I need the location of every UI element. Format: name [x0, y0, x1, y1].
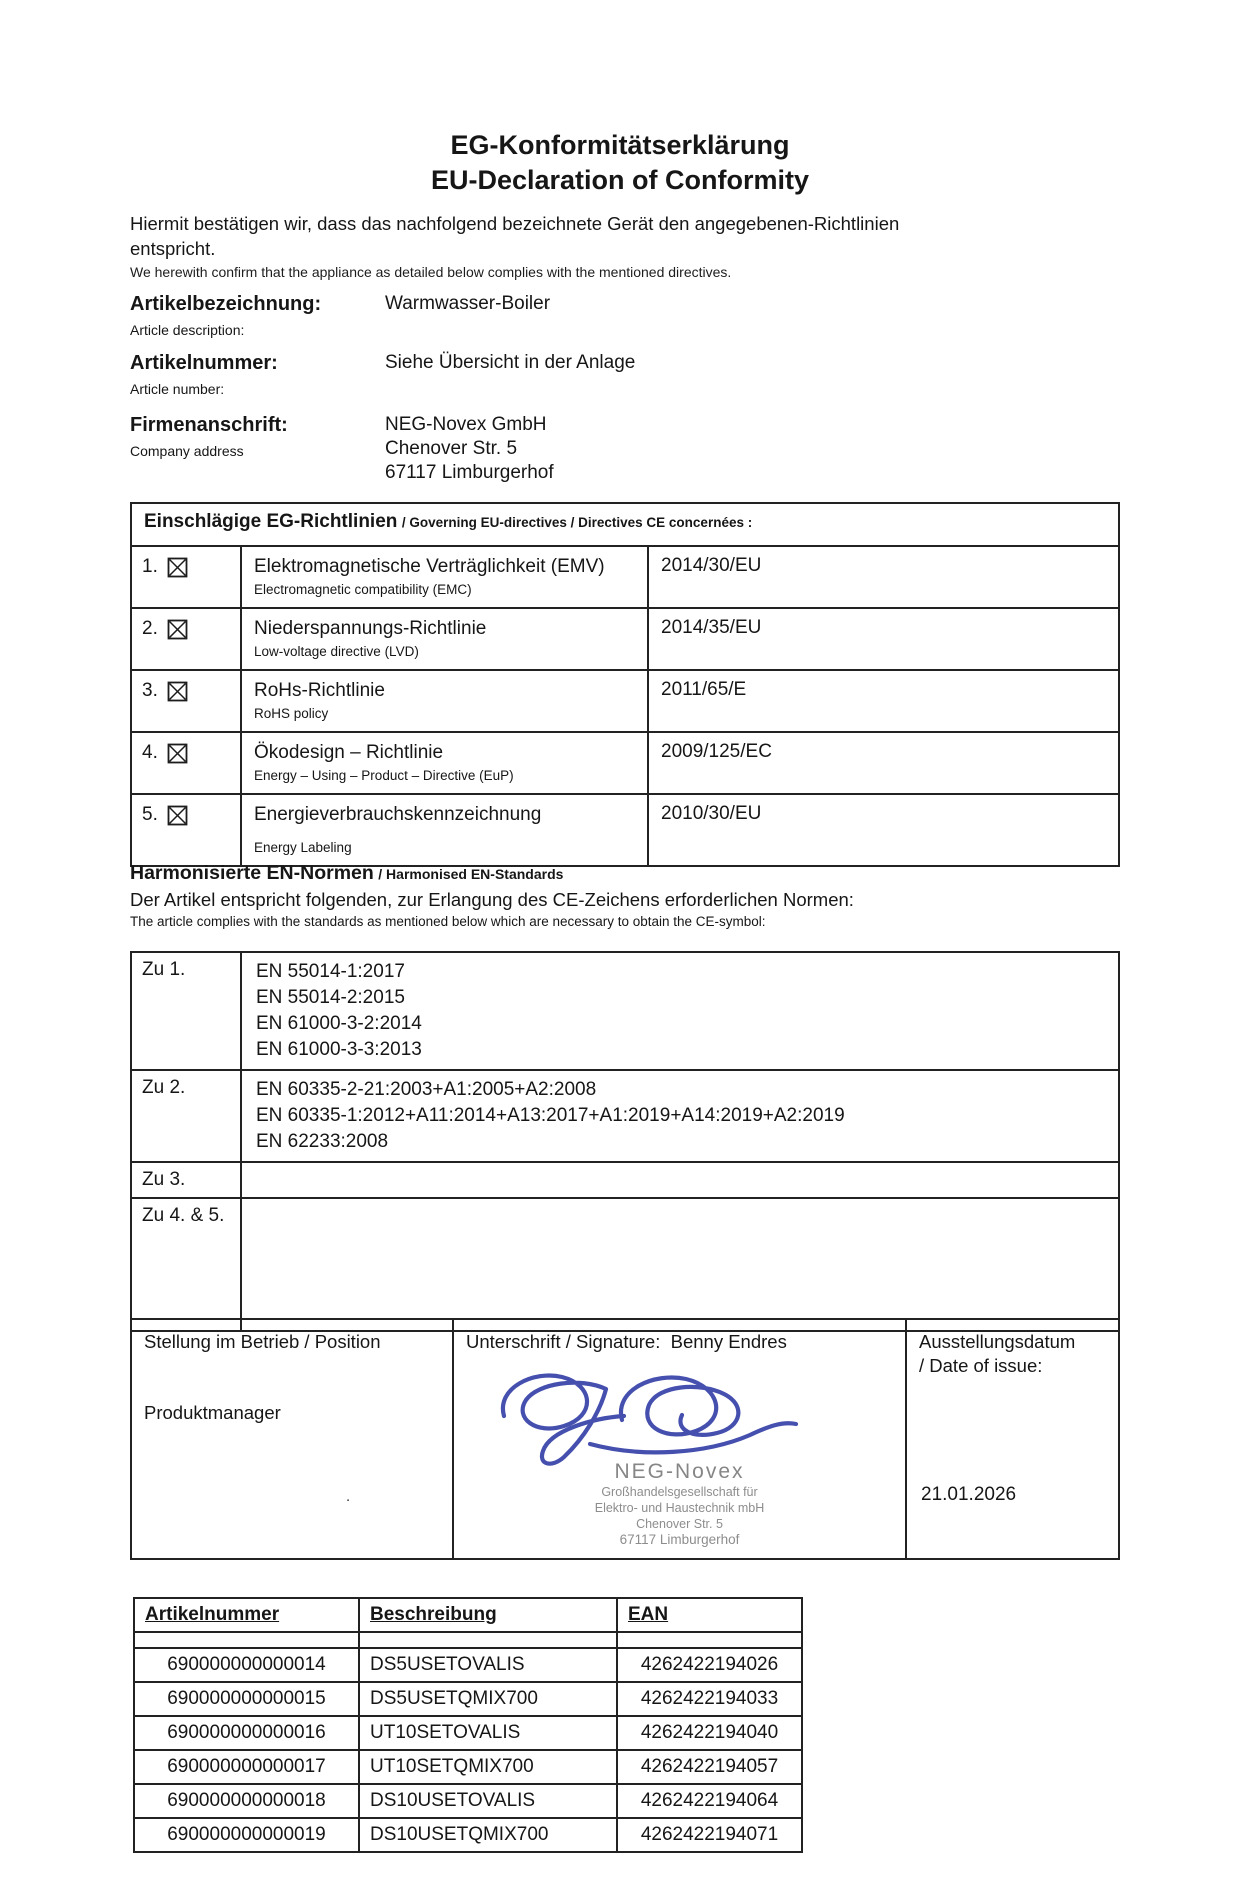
directive-name-en: Low-voltage directive (LVD) [254, 644, 419, 659]
article-number-value: 690000000000019 [135, 1819, 360, 1851]
checkbox-checked-icon [167, 743, 188, 764]
stray-dot: . [346, 1488, 351, 1505]
directive-number: 1. [142, 556, 158, 577]
intro-paragraph [130, 211, 1070, 282]
signatory-name: Benny Endres [670, 1331, 787, 1352]
title-line-en: EU-Declaration of Conformity [430, 165, 810, 195]
directive-name-en: Energy – Using – Product – Directive (EuP) [254, 768, 514, 783]
article-number-value: 690000000000015 [135, 1683, 360, 1715]
field-company-address [130, 413, 1070, 483]
standard-code: EN 61000-3-2:2014 [256, 1013, 422, 1034]
standards-row [132, 1199, 1118, 1330]
standard-code: EN 55014-1:2017 [256, 961, 405, 982]
article-number-value: Siehe Übersicht in der Anlage [385, 352, 636, 373]
standard-code: EN 55014-2:2015 [256, 987, 405, 1008]
handwritten-signature [472, 1358, 822, 1493]
position-value: Produktmanager [144, 1402, 281, 1423]
standards-row-label: Zu 3. [132, 1163, 242, 1197]
column-header-beschreibung: Beschreibung [360, 1599, 618, 1631]
directives-header-de: Einschlägige EG-Richtlinien [144, 511, 398, 532]
directive-code: 2011/65/E [647, 671, 1118, 731]
stamp-line: Großhandelsgesellschaft für [601, 1485, 758, 1499]
articles-header-row [135, 1599, 801, 1633]
ean-value: 4262422194026 [640, 1654, 779, 1675]
article-description-value: DS10USETOVALIS [360, 1785, 618, 1817]
signature-label: Unterschrift / Signature: [466, 1331, 661, 1352]
standards-desc-en: The article complies with the standards as mentioned below which are necessary to obtain the CE-symbol: [130, 914, 766, 929]
stamp-line: 67117 Limburgerhof [619, 1532, 740, 1547]
directive-name-de: RoHs-Richtlinie [254, 680, 385, 701]
standards-heading-de: Harmonisierte EN-Normen [130, 862, 374, 884]
article-description-label-de: Artikelbezeichnung: [130, 293, 322, 315]
intro-text-en: We herewith confirm that the appliance as detailed below complies with the mentioned directives. [130, 264, 732, 280]
company-address-label-en: Company address [130, 443, 244, 459]
title-line-de: EG-Konformitätserklärung [450, 130, 790, 160]
directive-row [132, 547, 1118, 609]
field-article-number [130, 351, 1070, 398]
article-description-value: UT10SETQMIX700 [360, 1751, 618, 1783]
directive-name-de: Niederspannungs-Richtlinie [254, 618, 487, 639]
company-address-label-de: Firmenanschrift: [130, 414, 288, 436]
directive-code: 2010/30/EU [647, 795, 1118, 865]
directive-number: 4. [142, 742, 158, 763]
checkbox-checked-icon [167, 681, 188, 702]
directive-row [132, 733, 1118, 795]
stamp-line: Chenover Str. 5 [636, 1517, 723, 1531]
column-header-ean: EAN [628, 1604, 669, 1625]
table-row [135, 1785, 801, 1819]
company-name: NEG-Novex GmbH [385, 414, 547, 435]
article-description-value: UT10SETOVALIS [360, 1717, 618, 1749]
article-description-value: DS10USETQMIX700 [360, 1819, 618, 1851]
ean-value: 4262422194033 [640, 1688, 779, 1709]
directive-code: 2014/35/EU [647, 609, 1118, 669]
standard-code: EN 60335-2-21:2003+A1:2005+A2:2008 [256, 1079, 597, 1100]
ean-value: 4262422194064 [640, 1790, 779, 1811]
standards-row [132, 1071, 1118, 1163]
standards-table [130, 951, 1120, 1332]
article-number-value: 690000000000016 [135, 1717, 360, 1749]
directive-name-en: Electromagnetic compatibility (EMC) [254, 582, 472, 597]
directive-name-de: Ökodesign – Richtlinie [254, 742, 444, 763]
standards-row [132, 1163, 1118, 1199]
directive-number: 3. [142, 680, 158, 701]
standards-row-label: Zu 4. & 5. [132, 1199, 242, 1330]
article-number-value: 690000000000018 [135, 1785, 360, 1817]
standards-row-label: Zu 1. [132, 953, 242, 1069]
directive-name-de: Energieverbrauchskennzeichnung [254, 804, 542, 825]
standard-code: EN 62233:2008 [256, 1131, 389, 1152]
directive-code: 2014/30/EU [647, 547, 1118, 607]
column-header-artikelnummer: Artikelnummer [135, 1599, 360, 1631]
directives-header-rest: / Governing EU-directives / Directives CE concernées : [401, 515, 753, 530]
date-cell [907, 1320, 1118, 1558]
directive-number: 5. [142, 804, 158, 825]
signature-cell [452, 1320, 907, 1558]
table-row [135, 1649, 801, 1683]
checkbox-checked-icon [167, 805, 188, 826]
directives-table-header [132, 504, 1118, 547]
standard-code: EN 60335-1:2012+A11:2014+A13:2017+A1:2019+A14:2019+A2:2019 [256, 1105, 845, 1126]
checkbox-checked-icon [167, 619, 188, 640]
directive-number: 2. [142, 618, 158, 639]
articles-table [133, 1597, 803, 1853]
article-number-label-en: Article number: [130, 381, 225, 397]
position-cell [132, 1320, 452, 1558]
directive-code: 2009/125/EC [647, 733, 1118, 793]
directive-row [132, 609, 1118, 671]
article-description-value: Warmwasser-Boiler [385, 293, 551, 314]
directive-row [132, 671, 1118, 733]
standards-section-heading [130, 862, 1090, 931]
article-number-value: 690000000000017 [135, 1751, 360, 1783]
document-title [0, 128, 1240, 198]
standards-heading-en: / Harmonised EN-Standards [378, 866, 564, 882]
directives-table [130, 502, 1120, 867]
stamp-line: Elektro- und Haustechnik mbH [594, 1501, 765, 1515]
company-address-value [385, 413, 554, 485]
article-number-value: 690000000000014 [135, 1649, 360, 1681]
standard-code: EN 61000-3-3:2013 [256, 1039, 422, 1060]
checkbox-checked-icon [167, 557, 188, 578]
field-article-description [130, 292, 1070, 339]
position-label: Stellung im Betrieb / Position [144, 1331, 381, 1352]
article-description-value: DS5USETQMIX700 [360, 1683, 618, 1715]
empty-row [135, 1633, 801, 1649]
directive-name-en: Energy Labeling [254, 840, 352, 855]
standards-row [132, 953, 1118, 1071]
standards-row-label: Zu 2. [132, 1071, 242, 1161]
date-label-line2: / Date of issue: [919, 1355, 1043, 1376]
standards-desc-de: Der Artikel entspricht folgenden, zur Erlangung des CE-Zeichens erforderlichen Normen: [130, 889, 854, 910]
table-row [135, 1683, 801, 1717]
article-description-value: DS5USETOVALIS [360, 1649, 618, 1681]
date-label-line1: Ausstellungsdatum [919, 1331, 1076, 1352]
company-city: 67117 Limburgerhof [385, 462, 554, 483]
directive-row [132, 795, 1118, 865]
signature-block [130, 1318, 1120, 1560]
table-row [135, 1717, 801, 1751]
ean-value: 4262422194040 [640, 1722, 779, 1743]
table-row [135, 1819, 801, 1851]
issue-date: 21.01.2026 [921, 1484, 1017, 1505]
stamp-company-name: NEG-Novex [614, 1460, 745, 1483]
directive-name-de: Elektromagnetische Verträglichkeit (EMV) [254, 556, 605, 577]
directive-name-en: RoHS policy [254, 706, 329, 721]
company-street: Chenover Str. 5 [385, 438, 518, 459]
article-number-label-de: Artikelnummer: [130, 352, 278, 374]
ean-value: 4262422194057 [640, 1756, 779, 1777]
table-row [135, 1751, 801, 1785]
intro-text-de-line2: entspricht. [130, 238, 216, 259]
intro-text-de-line1: Hiermit bestätigen wir, dass das nachfolgend bezeichnete Gerät den angegebenen-Richtlinien [130, 213, 900, 234]
article-description-label-en: Article description: [130, 322, 245, 338]
ean-value: 4262422194071 [640, 1824, 779, 1845]
